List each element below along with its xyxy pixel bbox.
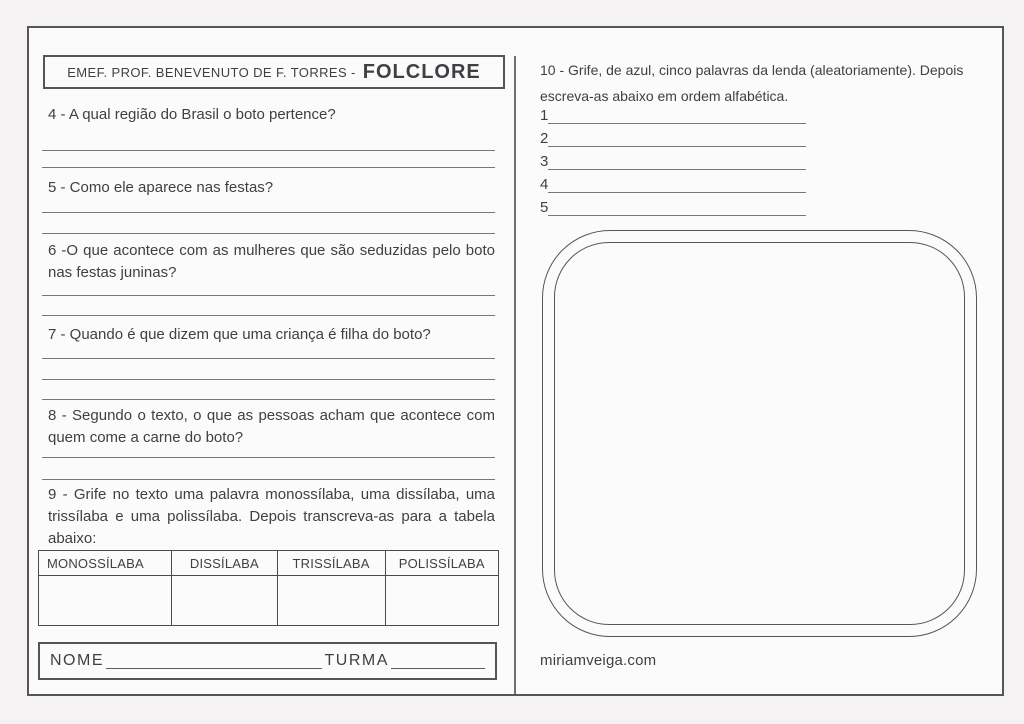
answer-line [42, 295, 495, 296]
question-8-line2: quem come a carne do boto? [48, 429, 244, 446]
question-8-line1: 8 - Segundo o texto, o que as pessoas acham que acontece com [48, 407, 495, 424]
list-item [540, 170, 810, 193]
question-6-line2: nas festas juninas? [48, 264, 177, 281]
name-blank-line [106, 654, 322, 669]
answer-line [42, 315, 495, 316]
answer-line [42, 379, 495, 380]
list-item [540, 147, 810, 170]
question-6-line1: 6 -O que acontece com as mulheres que são seduzidas pelo boto [48, 242, 495, 259]
answer-line [42, 233, 495, 234]
column-divider [514, 56, 516, 694]
class-blank-line [391, 654, 485, 669]
question-5: 5 - Como ele aparece nas festas? [48, 179, 274, 196]
name-class-box [38, 642, 497, 680]
list-item [540, 193, 810, 216]
table-cell-empty [172, 576, 278, 625]
answer-line [42, 358, 495, 359]
item-number: 5 [540, 199, 549, 216]
table-header-trissilaba: TRISSÍLABA [278, 551, 386, 576]
list-item [540, 101, 810, 124]
item-number: 4 [540, 176, 549, 193]
question-7: 7 - Quando é que dizem que uma criança é filha do boto? [48, 326, 431, 343]
credit-url: miriamveiga.com [540, 652, 657, 669]
worksheet-title: FOLCLORE [362, 60, 481, 83]
alphabetical-list [540, 101, 810, 216]
item-number: 1 [540, 107, 549, 124]
item-number: 3 [540, 153, 549, 170]
table-cell-empty [278, 576, 386, 625]
syllable-table [38, 550, 499, 626]
drawing-box-inner-border [554, 242, 965, 625]
question-4: 4 - A qual região do Brasil o boto pertence? [48, 106, 336, 123]
list-item [540, 124, 810, 147]
item-blank-line [548, 213, 806, 216]
table-cell-empty [386, 576, 498, 625]
class-label: TURMA [324, 652, 389, 669]
question-9-line3: abaixo: [48, 530, 97, 547]
question-10-line2: escreva-as abaixo em ordem alfabética. [540, 88, 789, 104]
answer-line [42, 167, 495, 168]
question-9-line2: trissílaba e uma polissílaba. Depois transcreva-as para a tabela [48, 508, 495, 525]
table-header-dissilaba: DISSÍLABA [172, 551, 278, 576]
item-blank-line [548, 190, 806, 193]
question-10-line1: 10 - Grife, de azul, cinco palavras da lenda (aleatoriamente). Depois [540, 62, 964, 78]
answer-line [42, 457, 495, 458]
name-label: NOME [50, 652, 104, 669]
answer-line [42, 479, 495, 480]
question-9-line1: 9 - Grife no texto uma palavra monossílaba, uma dissílaba, uma [48, 486, 495, 503]
table-header-polissilaba: POLISSÍLABA [386, 551, 498, 576]
item-blank-line [548, 167, 806, 170]
item-blank-line [548, 121, 806, 124]
item-blank-line [548, 144, 806, 147]
worksheet-header-box [43, 55, 505, 89]
school-name: EMEF. PROF. BENEVENUTO DE F. TORRES - [67, 64, 356, 80]
answer-line [42, 399, 495, 400]
answer-line [42, 150, 495, 151]
table-cell-empty [39, 576, 172, 625]
drawing-box [542, 230, 977, 637]
table-header-monossilaba: MONOSSÍLABA [39, 551, 172, 576]
answer-line [42, 212, 495, 213]
item-number: 2 [540, 130, 549, 147]
worksheet-page [27, 26, 1004, 696]
